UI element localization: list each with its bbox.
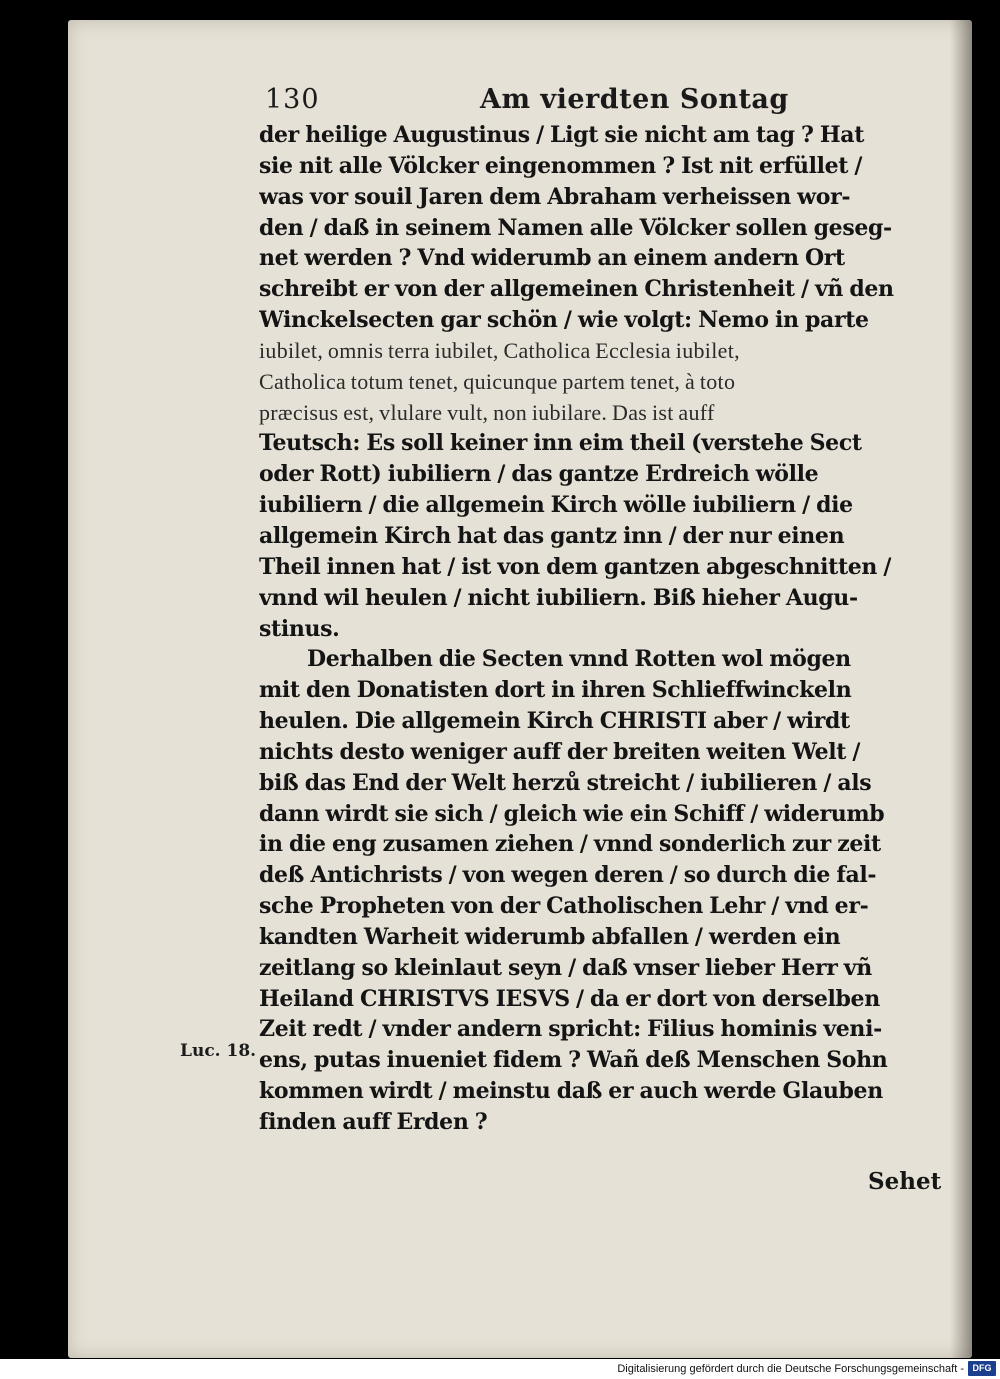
- text-line: præcisus est, vlulare vult, non iubilare. Das ist auff: [259, 399, 715, 425]
- text-line: nichts desto weniger auff der breiten weiten Welt /: [259, 738, 861, 765]
- text-line: Zeit redt / vnder andern spricht: Filius hominis veni-: [259, 1016, 882, 1043]
- funding-credit: Digitalisierung gefördert durch die Deutsche Forschungsgemeinschaft -: [617, 1363, 964, 1375]
- text-line: Theil innen hat / ist von dem gantzen abgeschnitten /: [259, 553, 892, 580]
- running-title: Am vierdten Sontag: [480, 84, 789, 115]
- marginal-reference: Luc. 18.: [180, 1041, 257, 1061]
- text-line: Winckelsecten gar schön / wie volgt: Nemo in parte: [259, 307, 869, 334]
- text-line: Derhalben die Secten vnnd Rotten wol mögen: [307, 646, 851, 673]
- page-number: 130: [265, 84, 320, 115]
- text-line: schreibt er von der allgemeinen Christenheit / vñ den: [259, 276, 894, 303]
- text-line: dann wirdt sie sich / gleich wie ein Schiff / widerumb: [259, 800, 885, 827]
- text-line: biß das End der Welt herzů streicht / iubilieren / als: [259, 769, 872, 796]
- text-line: oder Rott) iubiliern / das gantze Erdreich wölle: [259, 461, 819, 488]
- text-line: in die eng zusamen ziehen / vnnd sonderlich zur zeit: [259, 831, 881, 858]
- text-line: stinus.: [259, 615, 340, 642]
- text-line: deß Antichrists / von wegen deren / so durch die fal-: [259, 862, 877, 889]
- text-line: allgemein Kirch hat das gantz inn / der nur einen: [259, 522, 845, 549]
- footer-bar: [0, 1359, 1000, 1379]
- text-line: sche Propheten von der Catholischen Lehr / vnd er-: [259, 893, 869, 920]
- text-line: heulen. Die allgemein Kirch CHRISTI aber / wirdt: [259, 708, 850, 735]
- text-line: der heilige Augustinus / Ligt sie nicht am tag ? Hat: [259, 122, 865, 148]
- text-line: mit den Donatisten dort in ihren Schlieffwinckeln: [259, 677, 852, 704]
- text-line: was vor souil Jaren dem Abraham verheissen wor-: [259, 183, 851, 210]
- dfg-logo-icon[interactable]: DFG: [968, 1361, 996, 1376]
- text-line: Catholica totum tenet, quicunque partem tenet, à toto: [259, 368, 736, 394]
- text-line: Heiland CHRISTVS IESVS / da er dort von derselben: [259, 985, 880, 1012]
- text-line: Teutsch: Es soll keiner inn eim theil (verstehe Sect: [259, 430, 862, 457]
- page-edge-shadow: [950, 20, 972, 1358]
- text-line: zeitlang so kleinlaut seyn / daß vnser lieber Herr vñ: [259, 954, 872, 981]
- text-line: kandten Warheit widerumb abfallen / werden ein: [259, 923, 841, 950]
- text-line: iubilet, omnis terra iubilet, Catholica Ecclesia iubilet,: [259, 337, 740, 363]
- text-line: ens, putas inueniet fidem ? Wañ deß Menschen Sohn: [259, 1047, 888, 1074]
- text-line: finden auff Erden ?: [259, 1109, 488, 1135]
- text-line: den / daß in seinem Namen alle Völcker sollen geseg-: [259, 214, 892, 241]
- text-line: kommen wirdt / meinstu daß er auch werde Glauben: [259, 1078, 883, 1105]
- catchword: Sehet: [868, 1168, 942, 1195]
- body-text: [259, 120, 949, 1138]
- text-line: iubiliern / die allgemein Kirch wölle iubiliern / die: [259, 492, 853, 519]
- text-line: sie nit alle Völcker eingenommen ? Ist nit erfüllet /: [259, 152, 863, 179]
- text-line: vnnd wil heulen / nicht iubiliern. Biß hieher Augu-: [259, 584, 858, 611]
- text-line: net werden ? Vnd widerumb an einem andern Ort: [259, 245, 845, 272]
- running-head: [265, 82, 945, 118]
